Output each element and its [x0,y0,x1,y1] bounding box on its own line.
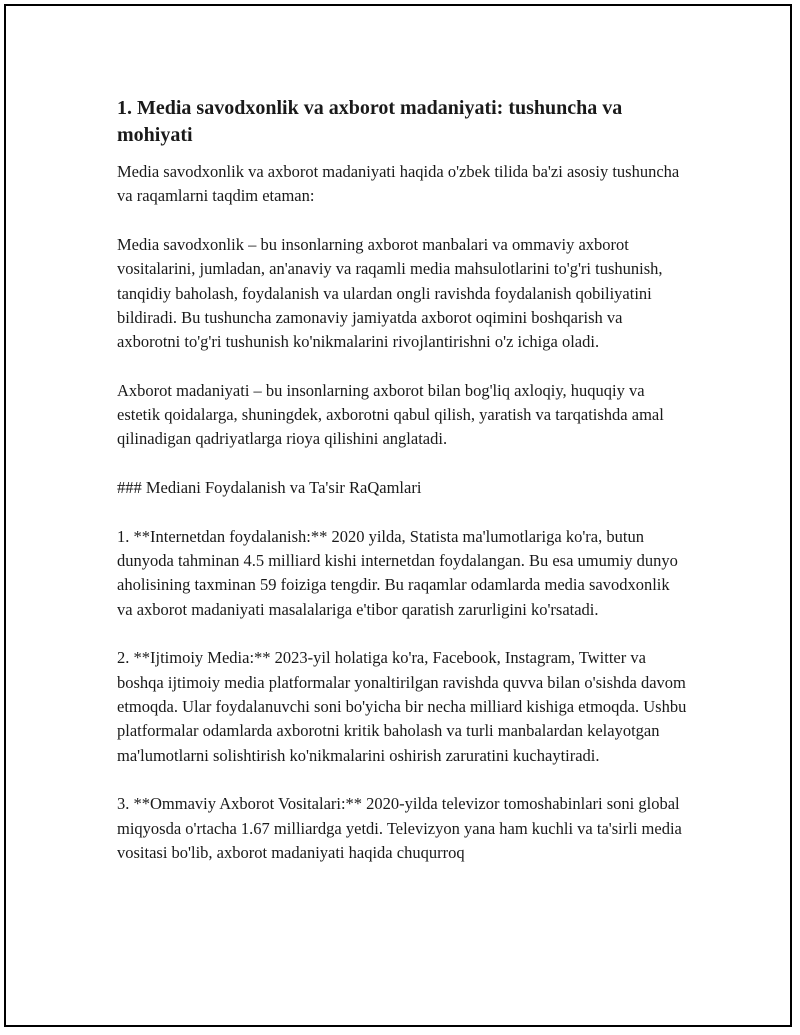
list-item-internet: 1. **Internetdan foydalanish:** 2020 yilda, Statista ma'lumotlariga ko'ra, butun dunyoda tahminan 4.5 milliard kishi internetdan foydalangan. Bu esa umumiy dunyo aholisining taxminan 59 foiziga tengdir. Bu raqamlar odamlarda media savodxonlik va axborot madaniyati masalalariga e'tibor qaratish zarurligini ko'rsatadi. [117,526,678,619]
media-literacy-definition: Media savodxonlik – bu insonlarning axborot manbalari va ommaviy axborot vositalarini, jumladan, an'anaviy va raqamli media mahsulotlarini to'g'ri tushunish, tanqidiy baholash, foydalanish va ulardan ongli ravishda foydalanish qobiliyatini bildiradi. Bu tushuncha zamonaviy jamiyatda axborot oqimini boshqarish va axborotni to'g'ri tushunish ko'nikmalarini rivojlantirishni o'z ichiga oladi. [117,234,663,352]
list-item-mass-media: 3. **Ommaviy Axborot Vositalari:** 2020-yilda televizor tomoshabinlari soni global miqyosda o'rtacha 1.67 milliardga yetdi. Televizyon yana ham kuchli va ta'sirli media vositasi bo'lib, axborot madaniyati haqida chuqurroq [117,794,682,862]
subsection-heading: ### Mediani Foydalanish va Ta'sir RaQamlari [117,478,422,498]
intro-paragraph: Media savodxonlik va axborot madaniyati haqida o'zbek tilida ba'zi asosiy tushuncha va raqamlarni taqdim etaman: [117,162,680,206]
section-title: 1. Media savodxonlik va axborot madaniyati: tushuncha va mohiyati [117,97,623,146]
list-item-social-media: 2. **Ijtimoiy Media:** 2023-yil holatiga ko'ra, Facebook, Instagram, Twitter va boshqa ijtimoiy media platformalar yonaltirilgan ravishda quvva bilan o'sishda davom etmoqda. Ular foydalanuvchi soni bo'yicha bir necha milliard kishiga etmoqda. Ushbu platformalar odamlarda axborotni kritik baholash va turli manbalardan kelayotgan ma'lumotlarni solishtirish ko'nikmalarini oshirish zaruratini kuchaytiradi. [117,648,687,765]
document-body [117,95,687,890]
information-culture-definition: Axborot madaniyati – bu insonlarning axborot bilan bog'liq axloqiy, huquqiy va estetik qoidalarga, shuningdek, axborotni qabul qilish, yaratish va tarqatishda amal qilinadigan qadriyatlarga rioya qilishini anglatadi. [117,380,664,449]
